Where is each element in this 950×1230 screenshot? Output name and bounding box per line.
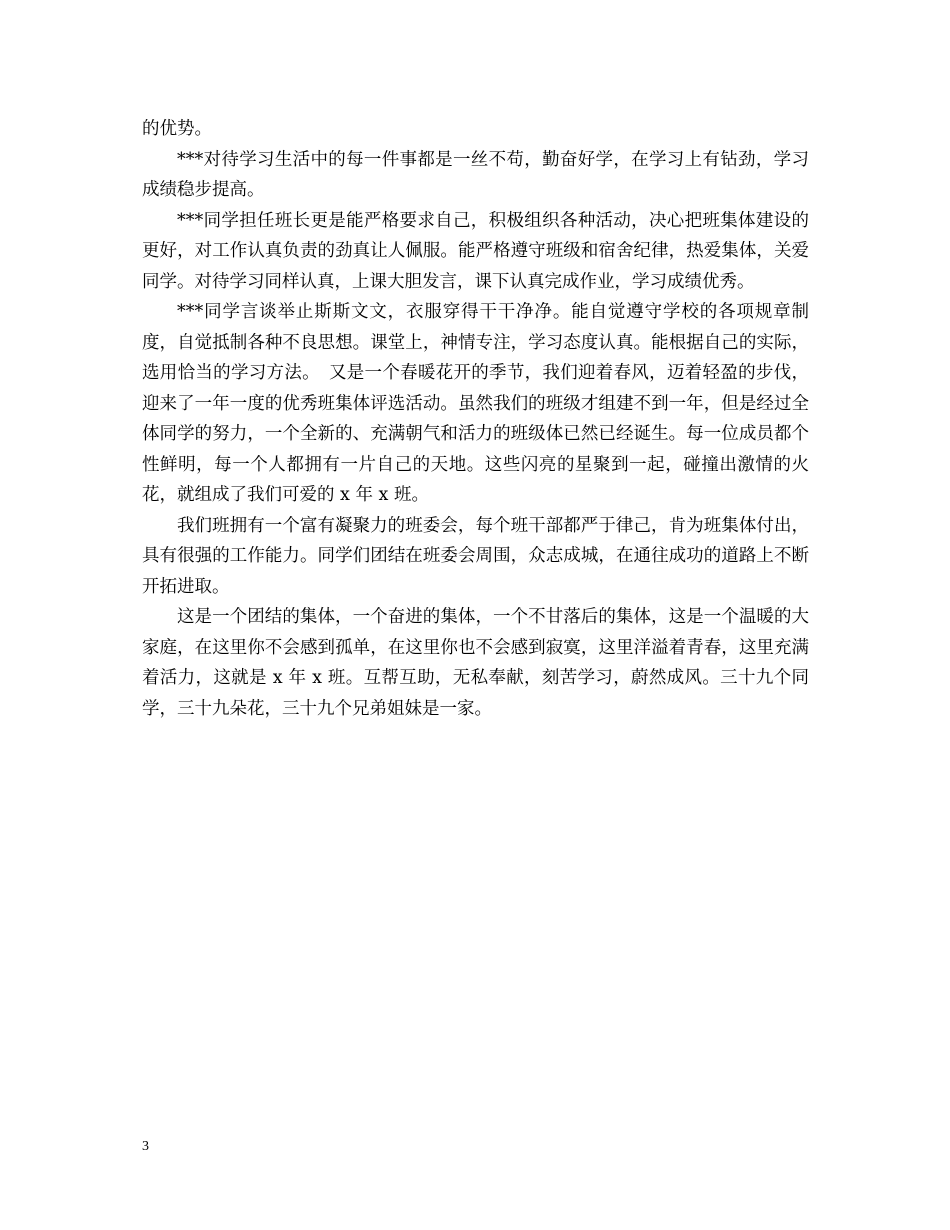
page-number: 3 xyxy=(142,1139,149,1154)
paragraph-continuation: 的优势。 xyxy=(142,119,212,139)
paragraph-class-family: 这是一个团结的集体，一个奋进的集体，一个不甘落后的集体，这是一个温暖的大家庭，在这里你不会感到孤单，在这里你也不会感到寂寞，这里洋溢着青春，这里充满着活力，这就是 x 年 x 班。互帮互助，无私奉献，刻苦学习，蔚然成风。三十九个同学，三十九朵花，三十九个兄弟姐妹是一家。 xyxy=(142,607,809,719)
paragraph-class-committee: 我们班拥有一个富有凝聚力的班委会，每个班干部都严于律己，肯为班集体付出，具有很强的工作能力。同学们团结在班委会周围，众志成城，在通往成功的道路上不断开拓进取。 xyxy=(142,515,809,597)
paragraph-study-attitude: ***对待学习生活中的每一件事都是一丝不苟，勤奋好学，在学习上有钻劲，学习成绩稳步提高。 xyxy=(142,149,809,200)
document-body xyxy=(142,114,809,724)
paragraph-class-introduction: ***同学言谈举止斯斯文文，衣服穿得干干净净。能自觉遵守学校的各项规章制度，自觉抵制各种不良思想。课堂上，神情专注，学习态度认真。能根据自己的实际，选用恰当的学习方法。 又是一个春暖花开的季节，我们迎着春风，迈着轻盈的步伐，迎来了一年一度的优秀班集体评选活动。虽然我们的班级才组建不到一年，但是经过全体同学的努力，一个全新的、充满朝气和活力的班级体已然已经诞生。每一位成员都个性鲜明，每一个人都拥有一片自己的天地。这些闪亮的星聚到一起，碰撞出激情的火花，就组成了我们可爱的 x 年 x 班。 xyxy=(142,302,809,505)
paragraph-class-monitor: ***同学担任班长更是能严格要求自己，积极组织各种活动，决心把班集体建设的更好，对工作认真负责的劲真让人佩服。能严格遵守班级和宿舍纪律，热爱集体，关爱同学。对待学习同样认真，上课大胆发言，课下认真完成作业，学习成绩优秀。 xyxy=(142,210,809,292)
